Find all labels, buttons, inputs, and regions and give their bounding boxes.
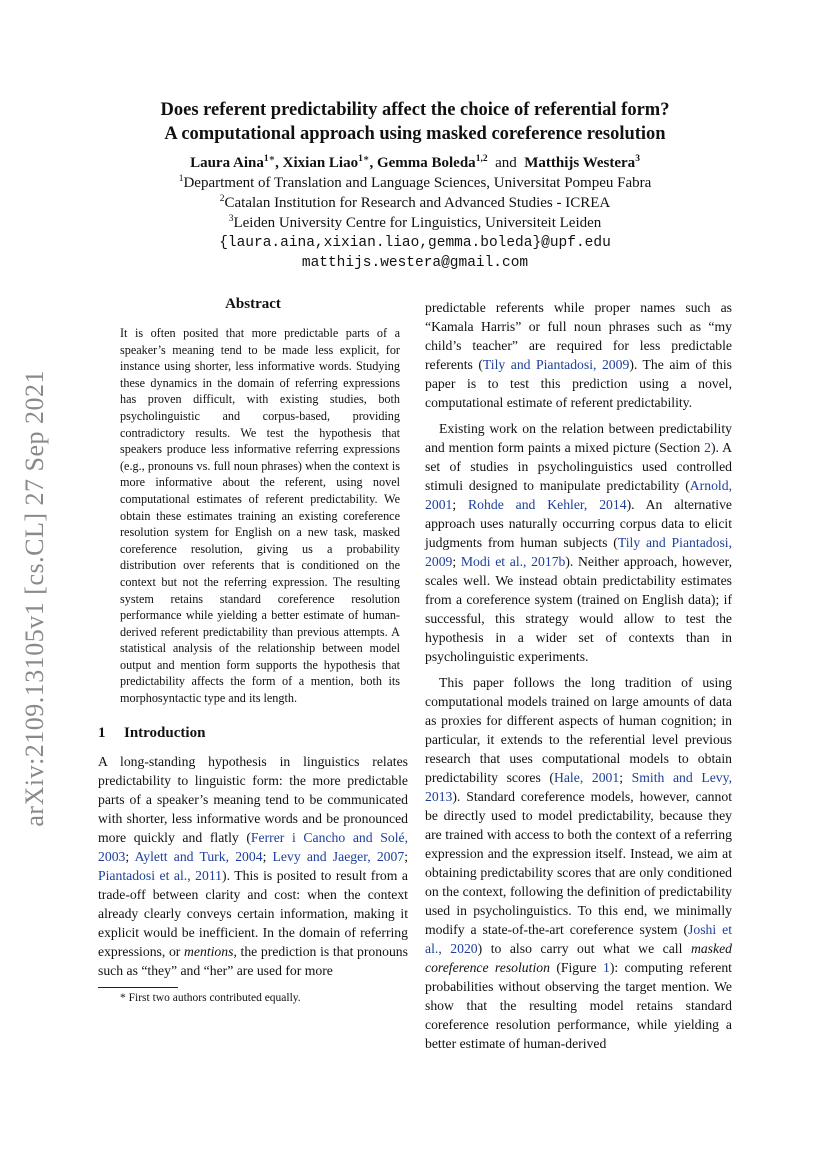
citation-link[interactable]: Smith and Levy, 2013: [425, 770, 732, 804]
affiliation-1: $^1$Department of Translation and Language Sciences, Universitat Pompeu Fabra: [178, 174, 652, 191]
email-2: matthijs.westera@gmail.com: [301, 255, 529, 271]
section-number: 1: [98, 724, 106, 741]
author-block: [95, 153, 735, 273]
affiliation-2: $^2$Catalan Institution for Research and Advanced Studies - ICREA: [219, 194, 611, 211]
author-3: Gemma Boleda: [376, 155, 476, 171]
citation-link[interactable]: Tily and Piantadosi, 2009: [482, 357, 630, 372]
citation-link[interactable]: Modi et al., 2017b: [460, 554, 566, 569]
citation-link[interactable]: Joshi et al., 2020: [425, 922, 732, 956]
citation-link[interactable]: Tily and Piantadosi, 2009: [425, 535, 733, 569]
author-names: Laura Aina$^{1∗}$, Xixian Liao$^{1∗}$, Gemma Boleda$^{1,2}$ and Matthijs Westera$^3$: [190, 154, 640, 171]
author-2-sup: 1∗: [358, 154, 370, 164]
left-column: [98, 296, 408, 1004]
author-3-sup: 1,2: [475, 154, 488, 164]
abstract-text: It is often posited that more predictable parts of a speaker’s meaning tend to be made less explicit, for instance using shorter, less informative words. Studying these dynamics in the domain of referring expressions has proven difficult, with existing studies, both psycholinguistic and corpus-based, providing contradictory results. We test the hypothesis that speakers produce less informative referring expressions (e.g., pronouns vs. full noun phrases) when the context is more informative about the referent, using novel computational estimates of referent predictability. We obtain these estimates training an existing coreference resolution system for English on a new task, masked coreference resolution, giving us a probability distribution over referents that is conditioned on the context but not the referring expression. The resulting system retains standard coreference resolution performance while yielding a better estimate of human-derived referent predictability than previous attempts. A statistical analysis of the relationship between model output and mention form supports the hypothesis that predictability affects the form of a mention, both its morphosyntactic type and its length.: [120, 326, 400, 706]
section-heading-introduction: [98, 725, 408, 742]
footnote: * First two authors contributed equally.: [120, 991, 301, 1004]
intro-paragraph-1: A long-standing hypothesis in linguistics relates predictability to linguistic form: the more predictable parts of a speaker’s meaning tend to be communicated with shorter, less informative words and be pronounced more quickly and flatly (Ferrer i Cancho and Solé, 2003; Aylett and Turk, 2004; Levy and Jaeger, 2007; Piantadosi et al., 2011). This is posited to result from a trade-off between clarity and cost: when the context already clearly conveys certain information, making it explicit would be inefficient. In the domain of referring expressions, or mentions, the prediction is that pronouns such as “they” and “her” are used for more: [98, 753, 408, 978]
citation-link[interactable]: Ferrer i Cancho and Solé, 2003: [98, 829, 408, 864]
section-link[interactable]: 2: [704, 440, 711, 455]
author-and: and: [495, 155, 517, 171]
citation-link[interactable]: Rohde and Kehler, 2014: [468, 497, 627, 512]
author-1: Laura Aina: [190, 155, 264, 171]
email-1: {laura.aina,xixian.liao,gemma.boleda}@upf.edu: [219, 235, 611, 251]
citation-link[interactable]: Piantadosi et al., 2011: [98, 867, 223, 883]
author-4: Matthijs Westera: [524, 155, 636, 171]
author-2: Xixian Liao: [282, 155, 359, 171]
paper-title: [95, 98, 735, 146]
right-paragraph-2: Existing work on the relation between predictability and mention form paints a mixed picture (Section 2). A set of studies in psycholinguistics used controlled stimuli designed to manipulate predictability (Arnold, 2001; Rohde and Kehler, 2014). An alternative approach uses naturally occurring corpus data to elicit judgments from human subjects (Tily and Piantadosi, 2009; Modi et al., 2017b). Neither approach, however, scales well. We instead obtain predictability estimates from a coreference system (trained on English data); if successful, this strategy would allow to test the hypothesis in a wider set of contexts than in psycholinguistic experiments.: [425, 421, 733, 664]
citation-link[interactable]: Hale, 2001: [553, 770, 620, 785]
citation-link[interactable]: Aylett and Turk, 2004: [134, 848, 263, 864]
title-line-2: A computational approach using masked coreference resolution: [164, 124, 666, 144]
arxiv-stamp: arXiv:2109.13105v1 [cs.CL] 27 Sep 2021: [20, 370, 49, 827]
section-title: Introduction: [124, 724, 206, 741]
right-paragraph-1: predictable referents while proper names such as “Kamala Harris” or full noun phrases such as “my child’s teacher” are required for less predictable referents (Tily and Piantadosi, 2009). The aim of this paper is to test this prediction using a novel, computational estimate of referent predictability.: [425, 300, 733, 410]
affiliation-3: $^3$Leiden University Centre for Linguistics, Universiteit Leiden: [228, 214, 602, 231]
title-line-1: Does referent predictability affect the choice of referential form?: [160, 100, 670, 120]
footnote-rule: [98, 987, 178, 988]
abstract-heading: Abstract: [225, 296, 281, 312]
author-4-sup: 3: [635, 154, 640, 164]
citation-link[interactable]: Arnold, 2001: [425, 478, 732, 512]
citation-link[interactable]: Levy and Jaeger, 2007: [272, 848, 405, 864]
author-1-sup: 1∗: [263, 154, 276, 164]
right-column: [425, 298, 732, 1053]
right-paragraph-3: This paper follows the long tradition of using computational models trained on large amounts of data as proxies for different aspects of human cognition; in particular, it extends to the referential level previous research that uses computational models to obtain predictability scores (Hale, 2001; Smith and Levy, 2013). Standard coreference models, however, cannot be directly used to model predictability, because they are trained with access to both the context of a referring expression and the expression itself. Instead, we aim at obtaining predictability scores that are only conditioned on the context, following the definition of predictability used in psycholinguistics. To this end, we minimally modify a state-of-the-art coreference system (Joshi et al., 2020) to also carry out what we call masked coreference resolution (Figure 1): computing referent probabilities without observing the target mention. We show that the resulting model retains standard coreference resolution performance, while yielding a better estimate of human-derived: [425, 675, 732, 1051]
figure-link[interactable]: 1: [602, 960, 610, 975]
